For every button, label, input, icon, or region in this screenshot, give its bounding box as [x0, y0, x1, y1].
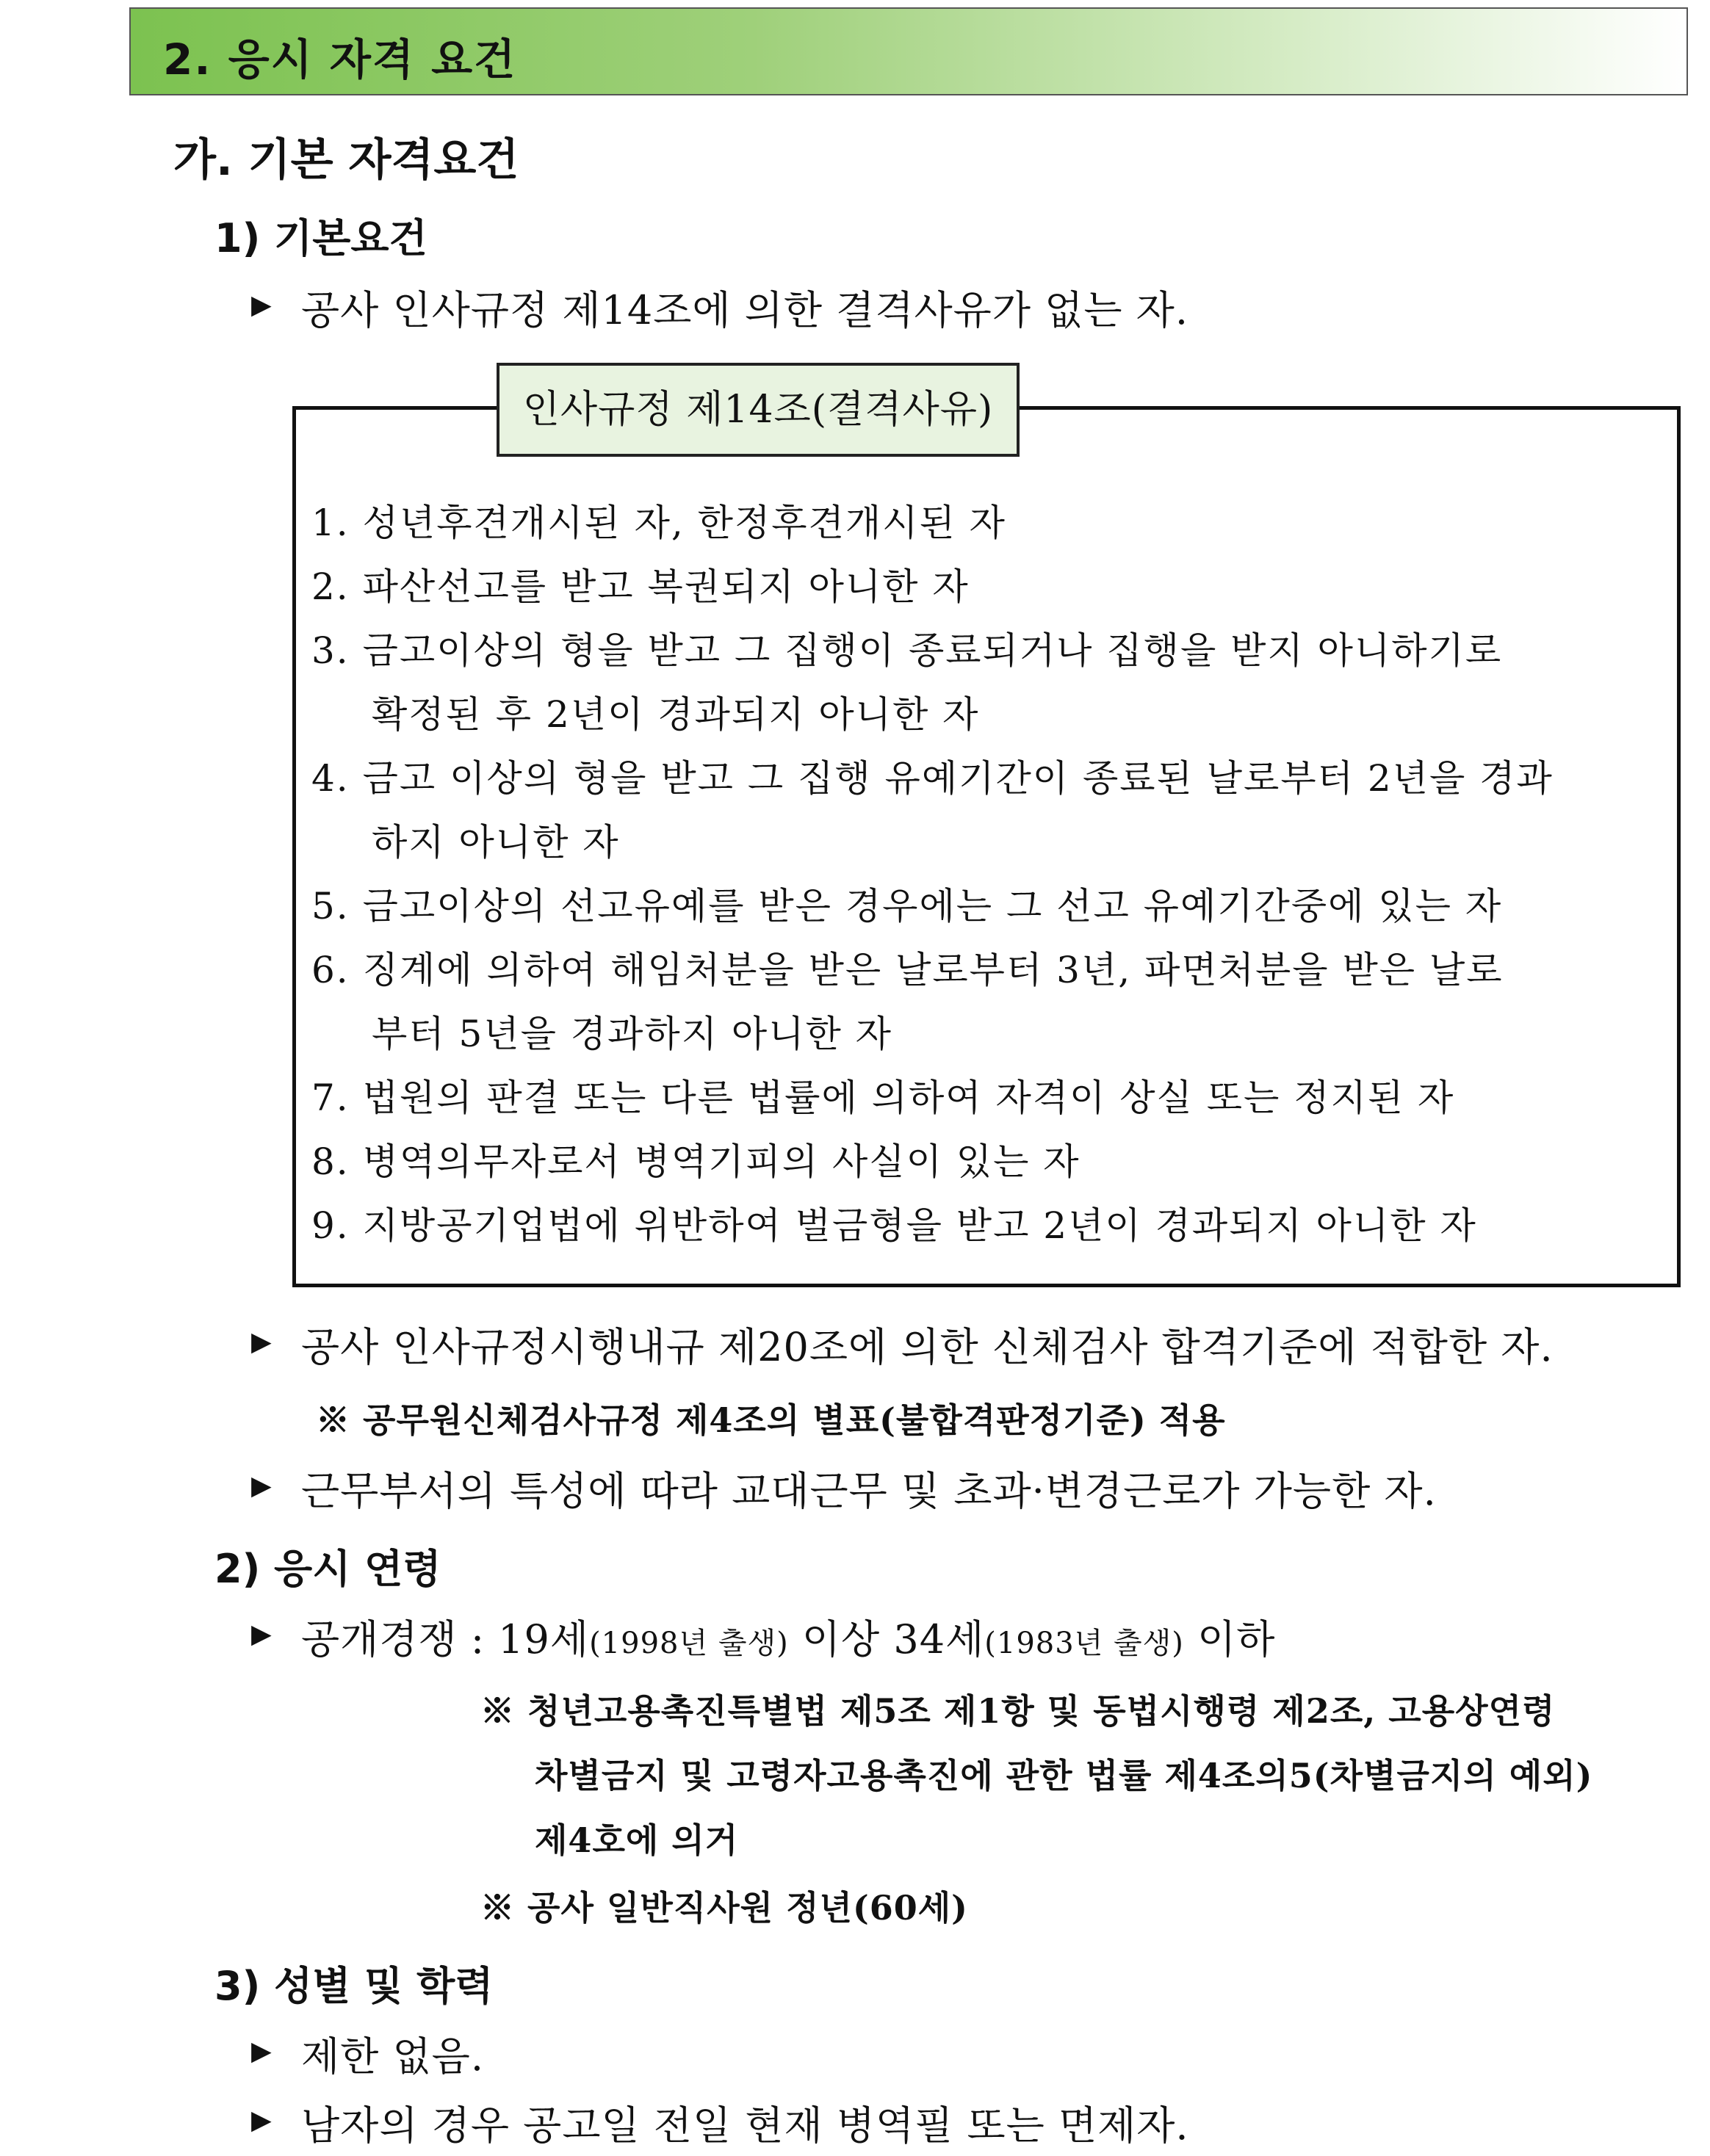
- age-note-line: ※ 청년고용촉진특별법 제5조 제1항 및 동법시행령 제2조, 고용상연령: [480, 1691, 1556, 1731]
- bullet-icon: ▶: [251, 2105, 272, 2135]
- regulation-line: 6. 징계에 의하여 해임처분을 받은 날로부터 3년, 파면처분을 받은 날로: [311, 949, 1504, 991]
- section-title: 2. 응시 자격 요건: [163, 35, 517, 84]
- age-note-line: 차별금지 및 고령자고용촉진에 관한 법률 제4조의5(차별금지의 예외): [535, 1756, 1593, 1795]
- section-header-bar: [129, 7, 1688, 95]
- age-range-line: [301, 1608, 1275, 1665]
- age-min-birth: (1998년 출생): [589, 1627, 789, 1660]
- regulation-line: 4. 금고 이상의 형을 받고 그 집행 유예기간이 종료된 날로부터 2년을 경과: [311, 757, 1554, 800]
- age-prefix: 공개경쟁 : 19세: [301, 1616, 590, 1663]
- regulation-line: 9. 지방공기업법에 위반하여 벌금형을 받고 2년이 경과되지 아니한 자: [311, 1204, 1477, 1247]
- regulation-line: 3. 금고이상의 형을 받고 그 집행이 종료되거나 집행을 받지 아니하기로: [311, 629, 1503, 672]
- regulation-line: 8. 병역의무자로서 병역기피의 사실이 있는 자: [311, 1140, 1081, 1183]
- sub1-note: ※ 공무원신체검사규정 제4조의 별표(불합격판정기준) 적용: [316, 1400, 1226, 1440]
- bullet-icon: ▶: [251, 1327, 272, 1357]
- regulation-line: 확정된 후 2년이 경과되지 아니한 자: [372, 693, 980, 736]
- regulation-box-title: 인사규정 제14조(결격사유): [497, 363, 1020, 457]
- bullet-icon: ▶: [251, 2036, 272, 2066]
- sub1-bullet3: 근무부서의 특성에 따라 교대근무 및 초과·변경근로가 가능한 자.: [301, 1468, 1437, 1514]
- sub1-bullet1: 공사 인사규정 제14조에 의한 결격사유가 없는 자.: [301, 287, 1188, 333]
- sub2-heading: 2) 응시 연령: [214, 1546, 441, 1592]
- regulation-line: 하지 아니한 자: [372, 821, 620, 864]
- sub3-bullet2: 남자의 경우 공고일 전일 현재 병역필 또는 면제자.: [301, 2102, 1189, 2149]
- regulation-line: 5. 금고이상의 선고유예를 받은 경우에는 그 선고 유예기간중에 있는 자: [311, 885, 1503, 927]
- sub3-heading: 3) 성별 및 학력: [214, 1963, 494, 2009]
- bullet-icon: ▶: [251, 290, 272, 320]
- regulation-line: 1. 성년후견개시된 자, 한정후견개시된 자: [311, 502, 1006, 544]
- sub1-bullet2: 공사 인사규정시행내규 제20조에 의한 신체검사 합격기준에 적합한 자.: [301, 1324, 1554, 1370]
- bullet-icon: ▶: [251, 1471, 272, 1501]
- basic-heading: 가. 기본 자격요건: [173, 134, 519, 186]
- regulation-line: 2. 파산선고를 받고 복권되지 아니한 자: [311, 565, 970, 608]
- sub1-heading: 1) 기본요건: [214, 215, 428, 261]
- retirement-note: ※ 공사 일반직사원 정년(60세): [480, 1888, 968, 1928]
- bullet-icon: ▶: [251, 1619, 272, 1649]
- age-suffix: 이하: [1183, 1616, 1276, 1663]
- age-note-line: 제4호에 의거: [535, 1820, 739, 1860]
- regulation-line: 7. 법원의 판결 또는 다른 법률에 의하여 자격이 상실 또는 정지된 자: [311, 1077, 1455, 1119]
- age-max-birth: (1983년 출생): [984, 1627, 1184, 1660]
- regulation-line: 부터 5년을 경과하지 아니한 자: [372, 1013, 892, 1055]
- sub3-bullet1: 제한 없음.: [301, 2033, 484, 2080]
- age-mid: 이상 34세: [788, 1616, 985, 1663]
